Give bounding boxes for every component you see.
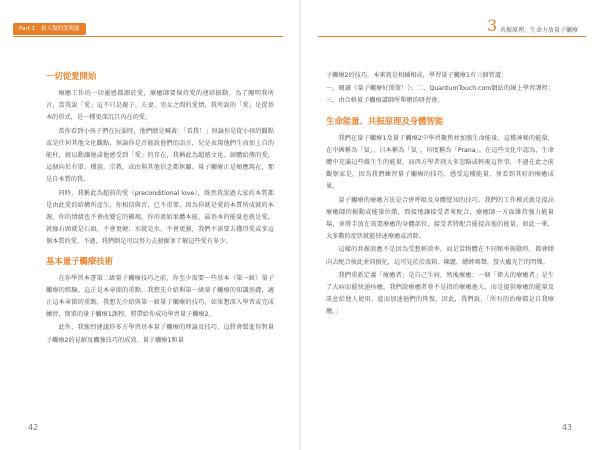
paragraph: 同時，我稱此為超前的愛（preconditional love），既然我說過大家的本質都是由此愛的結構所產生，你相信與否，已不重要。因為你就是愛的本質所成就的本源，你的情緒也不會改變它的顯現。你的流如果體本能，最基本的能量也就是愛，就像石頭就是石頭，不會更硬；水就是水，不會更濕，我們不需要去獲得愛或多這個本質的愛。不過，我們倒是可以努力去發掘並了解這些愛有多少。 xyxy=(46,189,274,246)
chapter-number: 3 xyxy=(487,16,498,35)
paragraph: 在你學習本書第二級量子觸療技巧之前，你至少需要一些基本（第一級）量子觸療的經驗。這正是本章節的重點，我想先介紹與第一級量子觸療的知識基礎，適正這本章節的重點，我想先介紹與第一級量子觸療的技巧，如果想深入學習或完成練習，簡單的量子觸療1課程，將帶給你成功學習量子觸療2。 xyxy=(46,274,274,319)
right-page-body xyxy=(326,70,554,320)
section-heading: 生命能量、共振原理及身體智能 xyxy=(326,115,444,126)
chapter-title: 共振原理，生命力放量子觸療 xyxy=(500,27,579,34)
paragraph: 我們重新定義「療癒者」是自己生病，然後療癒；一個「偉大的療癒者」是生了大病而能快速痊癒。我們說療癒者並不是指的療癒他人，而是提供療癒的能量及訊息給他人使用，進而加速他們的恢復，因此，我們說，「所有的治療都是自我療癒。」 xyxy=(326,271,554,316)
book-gutter xyxy=(299,0,301,450)
paragraph: 我們在量子觸療1及量子觸療2中學習聚焦並加強生命能量，這種神秘的能量，在中國稱為「氣」，日本稱為「氣」，印度稱為「Prana」。在這些文化中認為，生命體中充滿這些維生生的能量，而西方學者則大多忽略或輕視這件事，不過在此之前觀察家是，因為我們練習量子觸療的技巧，感受這種能量，並看到其好的療癒成果。 xyxy=(326,134,554,191)
section-heading: 基本量子觸療技術 xyxy=(46,255,113,266)
paragraph: 子觸療2的技巧，本來就是相輔相成，學習量子觸療1有三個管道： xyxy=(326,72,508,79)
part-badge xyxy=(13,23,86,35)
header-rule-left xyxy=(13,36,283,37)
left-page-body xyxy=(46,70,274,348)
page-number-right: 43 xyxy=(561,423,572,432)
paragraph: 療癒工作的一切靈感都源於愛，療癒師要保持愛的連結振動。為了闡明我所言，當我說「愛」這不只是親子、夫妻、男女之間的愛情，我所說的「愛」是從基本的形式，是一種更深沉且內在的愛。 xyxy=(46,90,274,122)
part-label: Part 1 xyxy=(19,26,36,32)
page-number-left: 42 xyxy=(28,423,39,432)
paragraph: 這樣的共振效應不是因為受想輕效率，而是當物體在不同頻率振動時，都會傾向去配合彼此並同振化，這可見於於波箱、陳麗、蟋蟀鳴聲，螢火蟲光芒的閃爍。 xyxy=(326,246,554,266)
section-heading: 一切從愛開始 xyxy=(46,71,97,81)
paragraph: 量子觸療的療癒方法是合併呼吸及身體覺知的技巧。我們的工作模式就是提高療癒師的振動或能量位階，間接地讓接受者來配合，療癒師一方面維持強力能量場，並將手放在需要療癒的身體部位，接受者將配合能提高他的能量，如此一來，大多數的症狀就能快速療癒或消除。 xyxy=(326,196,554,241)
header-rule-right xyxy=(318,36,586,37)
paragraph: 此外，我強烈建議你多方學習基本量子觸療的理論及技巧，這將會幫進你對量子觸療2的見解及觸強技巧的成效。量子觸療1和量 xyxy=(46,324,274,344)
paragraph: 一、閱讀《量子觸療好簡單！》；二、QuantumTouch.com網站的線上學習課程；三、由合格量子觸療講師所舉辦的研習會。 xyxy=(326,85,554,105)
paragraph: 當你看到小孩子們在玩耍時，他們總是喊著：「看我！」無論你是從小孩的觀點或是任何其他文化觀點，無論你是否能說他們的語言，兒是表現他們生而加上自的能柱，就以動讓她或他感受到「愛」的存在，我稱此為超越文化、創體給傳的愛，這個向於有單、種族、宗教，或由與其他信念都無關。量子觸療正是順應現在，那是自本質的我。 xyxy=(46,127,274,184)
part-title: 新人類的愛與能 xyxy=(41,26,80,32)
